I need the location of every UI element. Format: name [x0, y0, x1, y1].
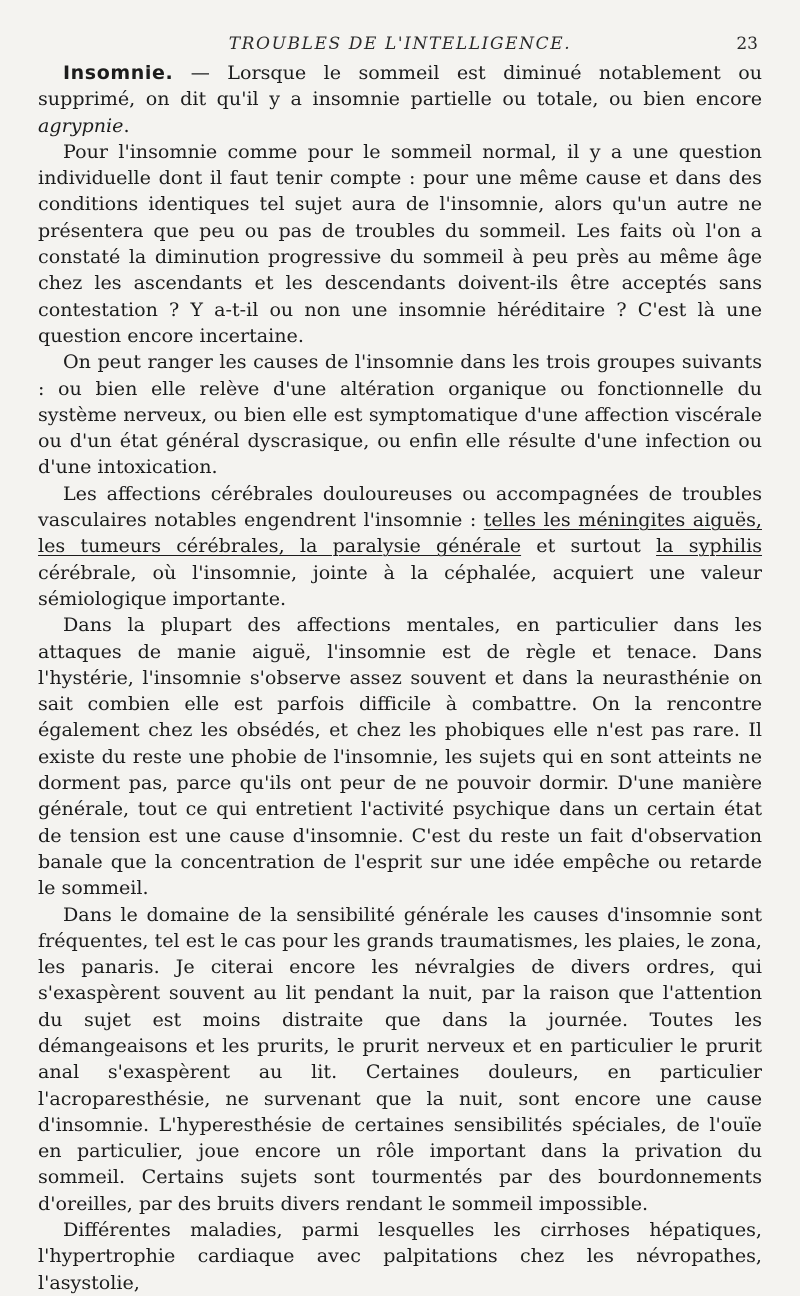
- underlined-passage: telles les méningites aiguës, les tumeurs cérébrales, la paralysie générale: [38, 508, 762, 558]
- paragraph-individual-question: Pour l'insomnie comme pour le sommeil normal, il y a une question individuelle dont il faut tenir compte : pour une même cause et dans des conditions identiques tel sujet aura de l'insomnie, alors qu'un autre ne présentera que peu ou pas de troubles du sommeil. Les faits où l'on a constaté la diminution progressive du sommeil à peu près au même âge chez les ascendants et les descendants doivent-ils être acceptés sans contestation ? Y a-t-il ou non une insomnie héréditaire ? C'est là une question encore incertaine.: [38, 139, 762, 347]
- paragraph-text: Les affections cérébrales douloureuses ou accompagnées de troubles vasculaires notables engendrent l'insomnie :: [38, 481, 762, 532]
- paragraph-insomnie-definition: [38, 60, 762, 139]
- running-title: TROUBLES DE L'INTELLIGENCE.: [228, 34, 572, 54]
- running-header: [38, 30, 762, 58]
- paragraph-text: Lorsque le sommeil est diminué notablement ou supprimé, on dit qu'il y a insomnie partielle ou totale, ou bien encore: [38, 61, 762, 111]
- body-text: [38, 60, 762, 1296]
- paragraph-text-end: .: [123, 113, 130, 137]
- underlined-passage-2: la syphilis: [656, 534, 762, 558]
- paragraph-cerebral-affections: [38, 481, 762, 612]
- paragraph-general-sensibility: Dans le domaine de la sensibilité générale les causes d'insomnie sont fréquentes, tel est le cas pour les grands traumatismes, les plaies, le zona, les panaris. Je citerai encore les névralgies de divers ordres, qui s'exaspèrent souvent au lit pendant la nuit, par la raison que l'attention du sujet est moins distraite que dans la journée. Toutes les démangeaisons et les prurits, le prurit nerveux et en particulier le prurit anal s'exaspèrent au lit. Certaines douleurs, en particulier l'acroparesthésie, ne survenant que la nuit, sont encore une cause d'insomnie. L'hyperesthésie de certaines sensibilités spéciales, de l'ouïe en particulier, joue encore un rôle important dans la privation du sommeil. Certains sujets sont tourmentés par des bourdonnements d'oreilles, par des bruits divers rendant le sommeil impossible.: [38, 902, 762, 1215]
- paragraph-text-middle: et surtout: [521, 534, 657, 558]
- em-dash: —: [173, 61, 228, 84]
- term-heading: Insomnie.: [63, 62, 174, 84]
- paragraph-diseases: Différentes maladies, parmi lesquelles les cirrhoses hépatiques, l'hypertrophie cardiaque avec palpitations chez les névropathes, l'asystolie,: [38, 1218, 762, 1294]
- paragraph-causes-groups: On peut ranger les causes de l'insomnie dans les trois groupes suivants : ou bien elle relève d'une altération organique ou fonctionnelle du système nerveux, ou bien elle est symptomatique d'une affection viscérale ou d'un état général dyscrasique, ou enfin elle résulte d'une infection ou d'une intoxication.: [38, 350, 762, 479]
- page-number: 23: [736, 34, 758, 54]
- italic-term: agrypnie: [38, 113, 124, 137]
- paragraph-text-end: cérébrale, où l'insomnie, jointe à la céphalée, acquiert une valeur sémiologique importante.: [38, 560, 762, 610]
- paragraph-mental-affections: Dans la plupart des affections mentales, en particulier dans les attaques de manie aiguë, l'insomnie est de règle et tenace. Dans l'hystérie, l'insomnie s'observe assez souvent et dans la neurasthénie on sait combien elle est parfois difficile à combattre. On la rencontre également chez les obsédés, et chez les phobiques elle n'est pas rare. Il existe du reste une phobie de l'insomnie, les sujets qui en sont atteints ne dorment pas, parce qu'ils ont peur de ne pouvoir dormir. D'une manière générale, tout ce qui entretient l'activité psychique dans un certain état de tension est une cause d'insomnie. C'est du reste un fait d'observation banale que la concentration de l'esprit sur une idée empêche ou retarde le sommeil.: [38, 613, 762, 900]
